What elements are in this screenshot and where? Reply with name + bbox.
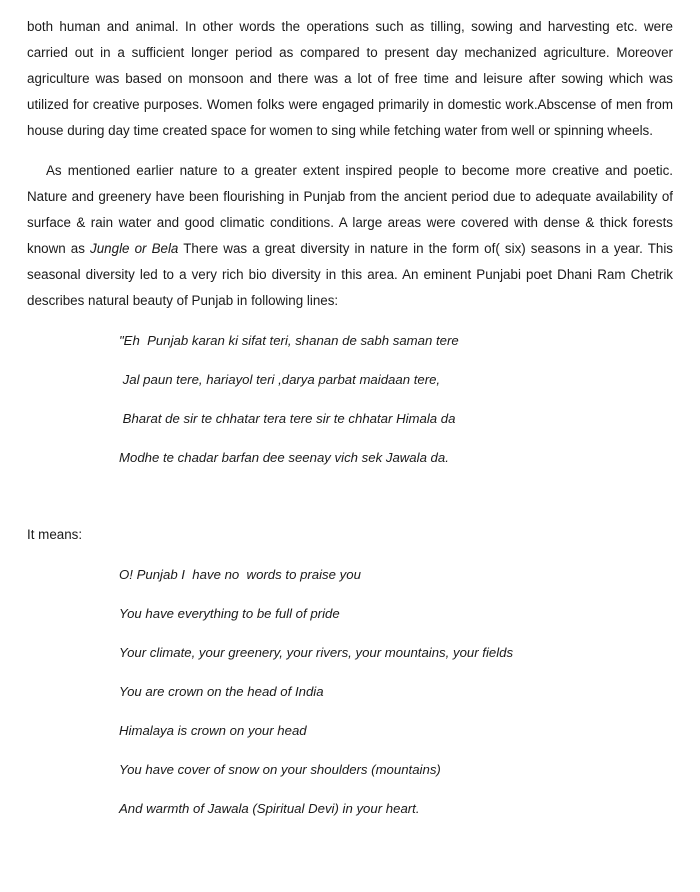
poem-english-line: O! Punjab I have no words to praise you (119, 567, 361, 582)
poem-punjabi-line: Modhe te chadar barfan dee seenay vich sek Jawala da. (119, 450, 449, 465)
poem-english-line: And warmth of Jawala (Spiritual Devi) in your heart. (119, 801, 420, 816)
paragraph-agriculture: both human and animal. In other words the operations such as tilling, sowing and harvesting etc. were carried out in a sufficient longer period as compared to present day mechanized agriculture. Moreover agriculture was based on monsoon and there was a lot of free time and leisure after sowing which was utilized for creative purposes. Women folks were engaged primarily in domestic work.Abscense of men from house during day time created space for women to sing while fetching water from well or spinning wheels. (27, 19, 673, 138)
poem-punjabi-line: Jal paun tere, hariayol teri ,darya parbat maidaan tere, (119, 372, 441, 387)
forest-term: Jungle or Bela (90, 241, 179, 256)
poem-punjabi-line: "Eh Punjab karan ki sifat teri, shanan de sabh saman tere (119, 333, 459, 348)
poem-punjabi-line: Bharat de sir te chhatar tera tere sir te chhatar Himala da (119, 411, 456, 426)
paragraph-nature (27, 158, 673, 314)
meaning-label: It means: (27, 527, 83, 542)
poem-english-line: You have cover of snow on your shoulders (mountains) (119, 762, 441, 777)
paragraph-nature-text-end: There was a great diversity in nature in the form of( six) seasons in a year. This seasonal diversity led to a very rich bio diversity in this area. An eminent Punjabi poet Dhani Ram Chetrik describes natural beauty of Punjab in following lines: (27, 241, 673, 308)
poem-english-line: You have everything to be full of pride (119, 606, 340, 621)
poem-english-line: Your climate, your greenery, your rivers, your mountains, your fields (119, 645, 514, 660)
poem-english-line: You are crown on the head of India (119, 684, 324, 699)
paragraph-nature-text-start: As mentioned earlier nature to a greater extent inspired people to become more creative and poetic. Nature and greenery have been flourishing in Punjab from the ancient period due to adequate availability of surface & rain water and good climatic conditions. A large areas were covered with dense & thick forests known as (27, 163, 673, 256)
poem-english-line: Himalaya is crown on your head (119, 723, 307, 738)
